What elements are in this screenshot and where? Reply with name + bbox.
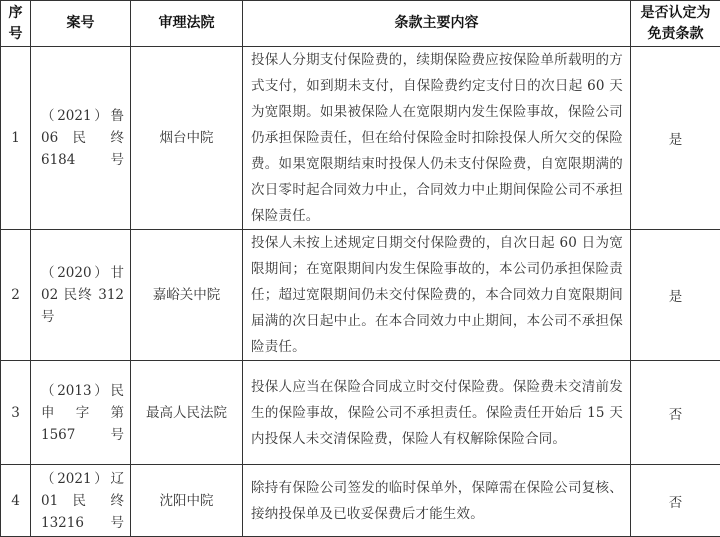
row-index: 2 <box>1 230 31 361</box>
row-content: 投保人应当在保险合同成立时交付保险费。保险费未交清前发生的保险事故，保险公司不承担责任。保险责任开始后 15 天内投保人未交清保险费，保险人有权解除保险合同。 <box>243 361 631 465</box>
table-row <box>1 230 720 361</box>
row-exempt: 否 <box>631 465 720 537</box>
row-court: 烟台中院 <box>131 47 243 230</box>
row-index: 3 <box>1 361 31 465</box>
header-court: 审理法院 <box>131 1 243 47</box>
table-row <box>1 47 720 230</box>
row-exempt: 是 <box>631 230 720 361</box>
row-index: 4 <box>1 465 31 537</box>
row-content: 投保人分期支付保险费的，续期保险费应按保险单所载明的方式支付，如到期未支付，自保险费约定支付日的次日起 60 天为宽限期。如果被保险人在宽限期内发生保险事故，保险公司仍承担保险责任，但在给付保险金时扣除投保人所欠交的保险费。如果宽限期结束时投保人仍未支付保险费，自宽限期满的次日零时起合同效力中止，合同效力中止期间保险公司不承担保险责任。 <box>243 47 631 230</box>
table-row <box>1 465 720 537</box>
header-content: 条款主要内容 <box>243 1 631 47</box>
row-case-no: （2021）辽01 民 终13216 号 <box>31 465 131 537</box>
row-case-no: （2020）甘02 民终 312号 <box>31 230 131 361</box>
row-content: 投保人未按上述规定日期交付保险费的，自次日起 60 日为宽限期间；在宽限期间内发生保险事故的，本公司仍承担保险责任；超过宽限期间仍未交付保险费的，本合同效力自宽限期间届满的次日起中止。在本合同效力中止期间，本公司不承担保险责任。 <box>243 230 631 361</box>
row-index: 1 <box>1 47 31 230</box>
header-index: 序号 <box>1 1 31 47</box>
row-case-no: （2013）民申 字 第1567 号 <box>31 361 131 465</box>
row-court: 嘉峪关中院 <box>131 230 243 361</box>
row-court: 最高人民法院 <box>131 361 243 465</box>
row-exempt: 是 <box>631 47 720 230</box>
header-case-no: 案号 <box>31 1 131 47</box>
row-content: 除持有保险公司签发的临时保单外，保障需在保险公司复核、接纳投保单及已收妥保费后才能生效。 <box>243 465 631 537</box>
header-row <box>1 1 720 47</box>
row-court: 沈阳中院 <box>131 465 243 537</box>
row-exempt: 否 <box>631 361 720 465</box>
table-row <box>1 361 720 465</box>
header-exempt: 是否认定为免责条款 <box>631 1 720 47</box>
row-case-no: （2021）鲁06 民 终6184 号 <box>31 47 131 230</box>
